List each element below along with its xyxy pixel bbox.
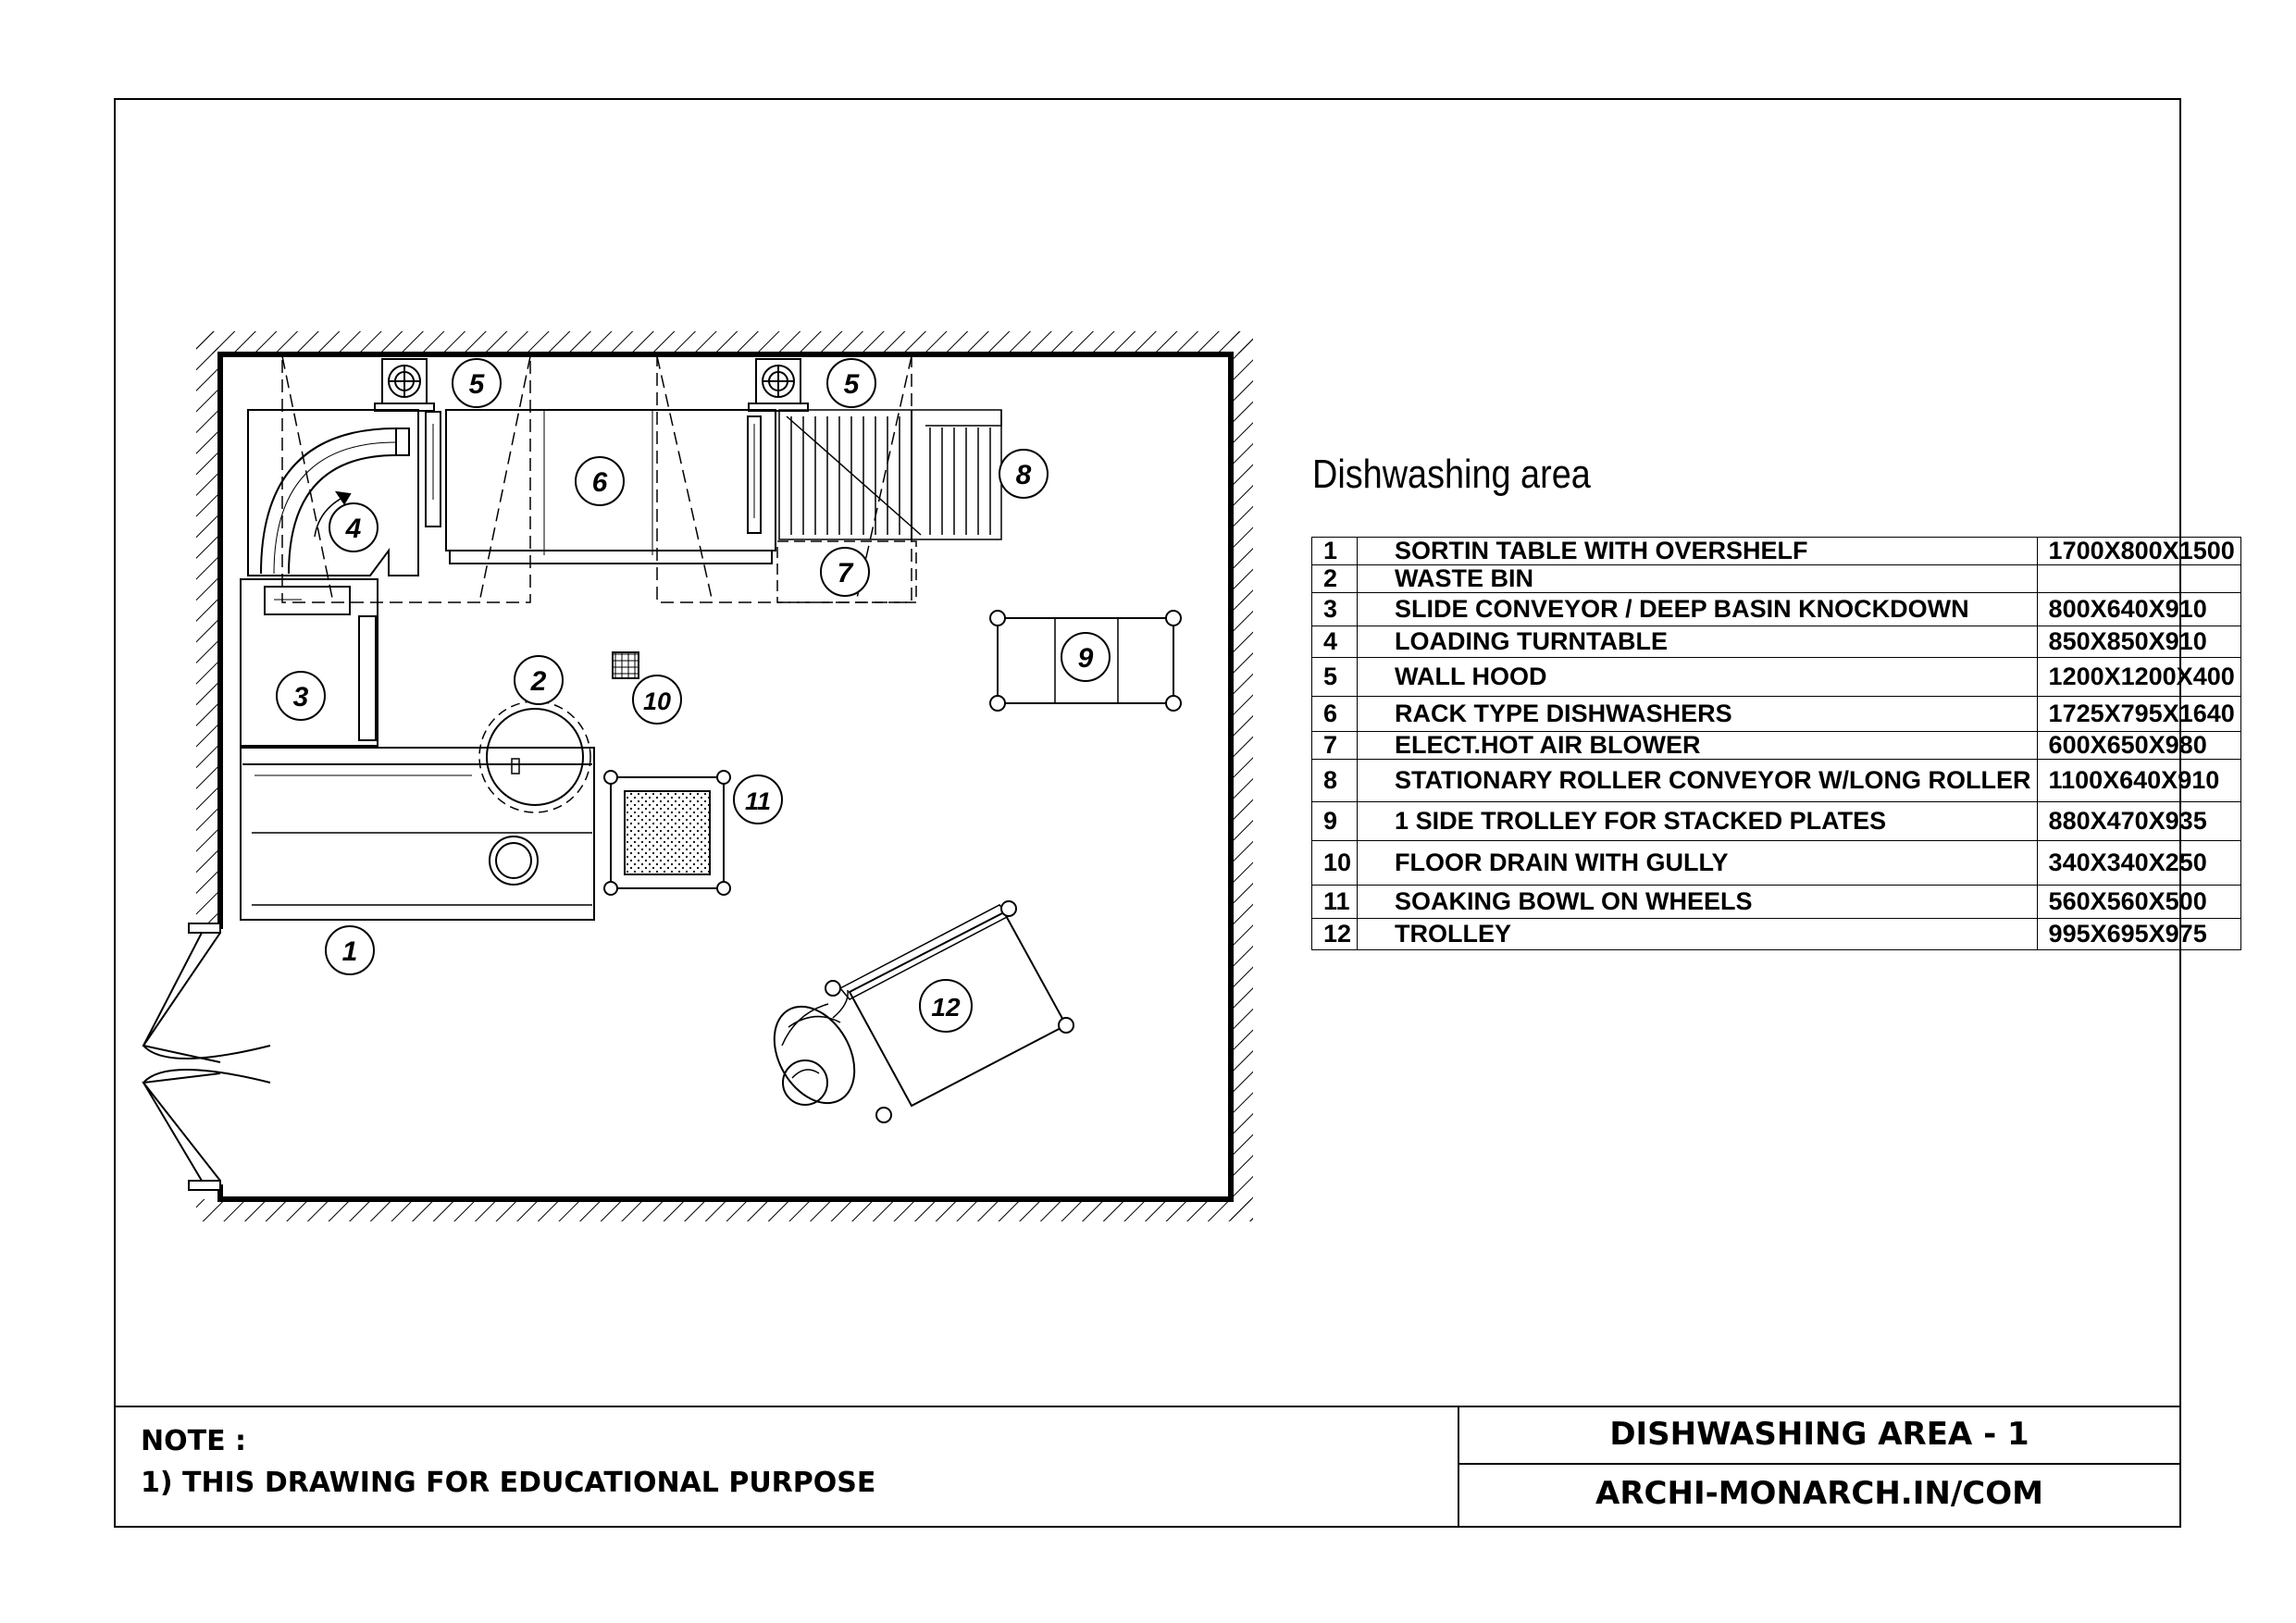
slide-conveyor [241,579,378,746]
soaking-bowl-trolley [604,771,730,895]
legend-item-dimensions: 1200X1200X400 [2037,658,2240,697]
legend-item-dimensions [2037,565,2240,593]
legend-item-number: 12 [1312,919,1358,950]
tag-5-left: 5 [468,369,485,400]
note-heading: NOTE : [141,1425,247,1457]
legend-item-dimensions: 340X340X250 [2037,841,2240,886]
person-figure [758,990,871,1117]
legend-row [1312,760,2241,802]
legend-title: Dishwashing area [1312,452,1591,497]
legend-item-number: 10 [1312,841,1358,886]
exhaust-fan-left [375,359,434,411]
tag-6: 6 [591,467,608,498]
legend-row [1312,538,2241,565]
plan-tag-circles [277,359,1110,1032]
legend-item-number: 11 [1312,886,1358,919]
legend-item-description: ELECT.HOT AIR BLOWER [1358,732,2038,760]
wall-hatch-right [1231,331,1253,1221]
legend-item-description: WASTE BIN [1358,565,2038,593]
legend-item-dimensions: 1700X800X1500 [2037,538,2240,565]
legend-row [1312,732,2241,760]
legend-item-dimensions: 1725X795X1640 [2037,697,2240,732]
legend-item-number: 3 [1312,593,1358,626]
legend-item-description: FLOOR DRAIN WITH GULLY [1358,841,2038,886]
legend-row [1312,697,2241,732]
legend-item-number: 5 [1312,658,1358,697]
legend-item-dimensions: 995X695X975 [2037,919,2240,950]
wall-hatch-bottom [196,1199,1253,1221]
legend-row [1312,565,2241,593]
tag-8: 8 [1015,460,1032,490]
legend-row [1312,593,2241,626]
legend-item-description: STATIONARY ROLLER CONVEYOR W/LONG ROLLER [1358,760,2038,802]
legend-item-description: SORTIN TABLE WITH OVERSHELF [1358,538,2038,565]
legend-item-number: 4 [1312,626,1358,658]
wall-hatch-left [196,331,218,931]
legend-item-description: TROLLEY [1358,919,2038,950]
wall-hatch-top [196,331,1253,353]
door-jamb-bottom [189,1181,220,1190]
legend-item-number: 6 [1312,697,1358,732]
door-jamb-top [189,923,220,933]
double-swing-door [143,933,270,1181]
tag-3: 3 [292,682,309,712]
tag-4: 4 [345,514,362,544]
equipment-legend-table [1311,537,2241,950]
drawing-title: DISHWASHING AREA - 1 [1609,1416,2029,1453]
tag-2: 2 [530,666,547,697]
loading-turntable [248,410,441,576]
legend-item-dimensions: 850X850X910 [2037,626,2240,658]
tag-1: 1 [341,936,358,967]
legend-row [1312,886,2241,919]
legend-item-number: 8 [1312,760,1358,802]
legend-item-number: 1 [1312,538,1358,565]
tag-12: 12 [931,993,961,1022]
legend-item-description: SOAKING BOWL ON WHEELS [1358,886,2038,919]
legend-row [1312,919,2241,950]
legend-item-dimensions: 560X560X500 [2037,886,2240,919]
legend-row [1312,658,2241,697]
legend-item-number: 7 [1312,732,1358,760]
tag-10: 10 [642,688,672,715]
tag-11: 11 [744,787,772,815]
website-label: ARCHI-MONARCH.IN/COM [1595,1475,2043,1512]
exhaust-fan-right [749,359,808,411]
legend-item-dimensions: 800X640X910 [2037,593,2240,626]
legend-item-dimensions: 880X470X935 [2037,802,2240,841]
roller-conveyor [779,410,1001,539]
note-line: 1) THIS DRAWING FOR EDUCATIONAL PURPOSE [141,1467,876,1499]
floor-drain [613,652,639,678]
legend-item-description: WALL HOOD [1358,658,2038,697]
tag-7: 7 [837,558,853,588]
legend-item-dimensions: 1100X640X910 [2037,760,2240,802]
legend-row [1312,626,2241,658]
legend-row [1312,802,2241,841]
legend-item-description: LOADING TURNTABLE [1358,626,2038,658]
legend-item-dimensions: 600X650X980 [2037,732,2240,760]
legend-item-number: 2 [1312,565,1358,593]
legend-item-description: 1 SIDE TROLLEY FOR STACKED PLATES [1358,802,2038,841]
tag-9: 9 [1077,643,1094,674]
sorting-table [241,701,594,920]
legend-item-description: SLIDE CONVEYOR / DEEP BASIN KNOCKDOWN [1358,593,2038,626]
legend-row [1312,841,2241,886]
floor-plan [143,331,1253,1221]
legend-item-description: RACK TYPE DISHWASHERS [1358,697,2038,732]
tag-5-right: 5 [843,369,860,400]
legend-item-number: 9 [1312,802,1358,841]
plan-tags [293,369,1094,1022]
